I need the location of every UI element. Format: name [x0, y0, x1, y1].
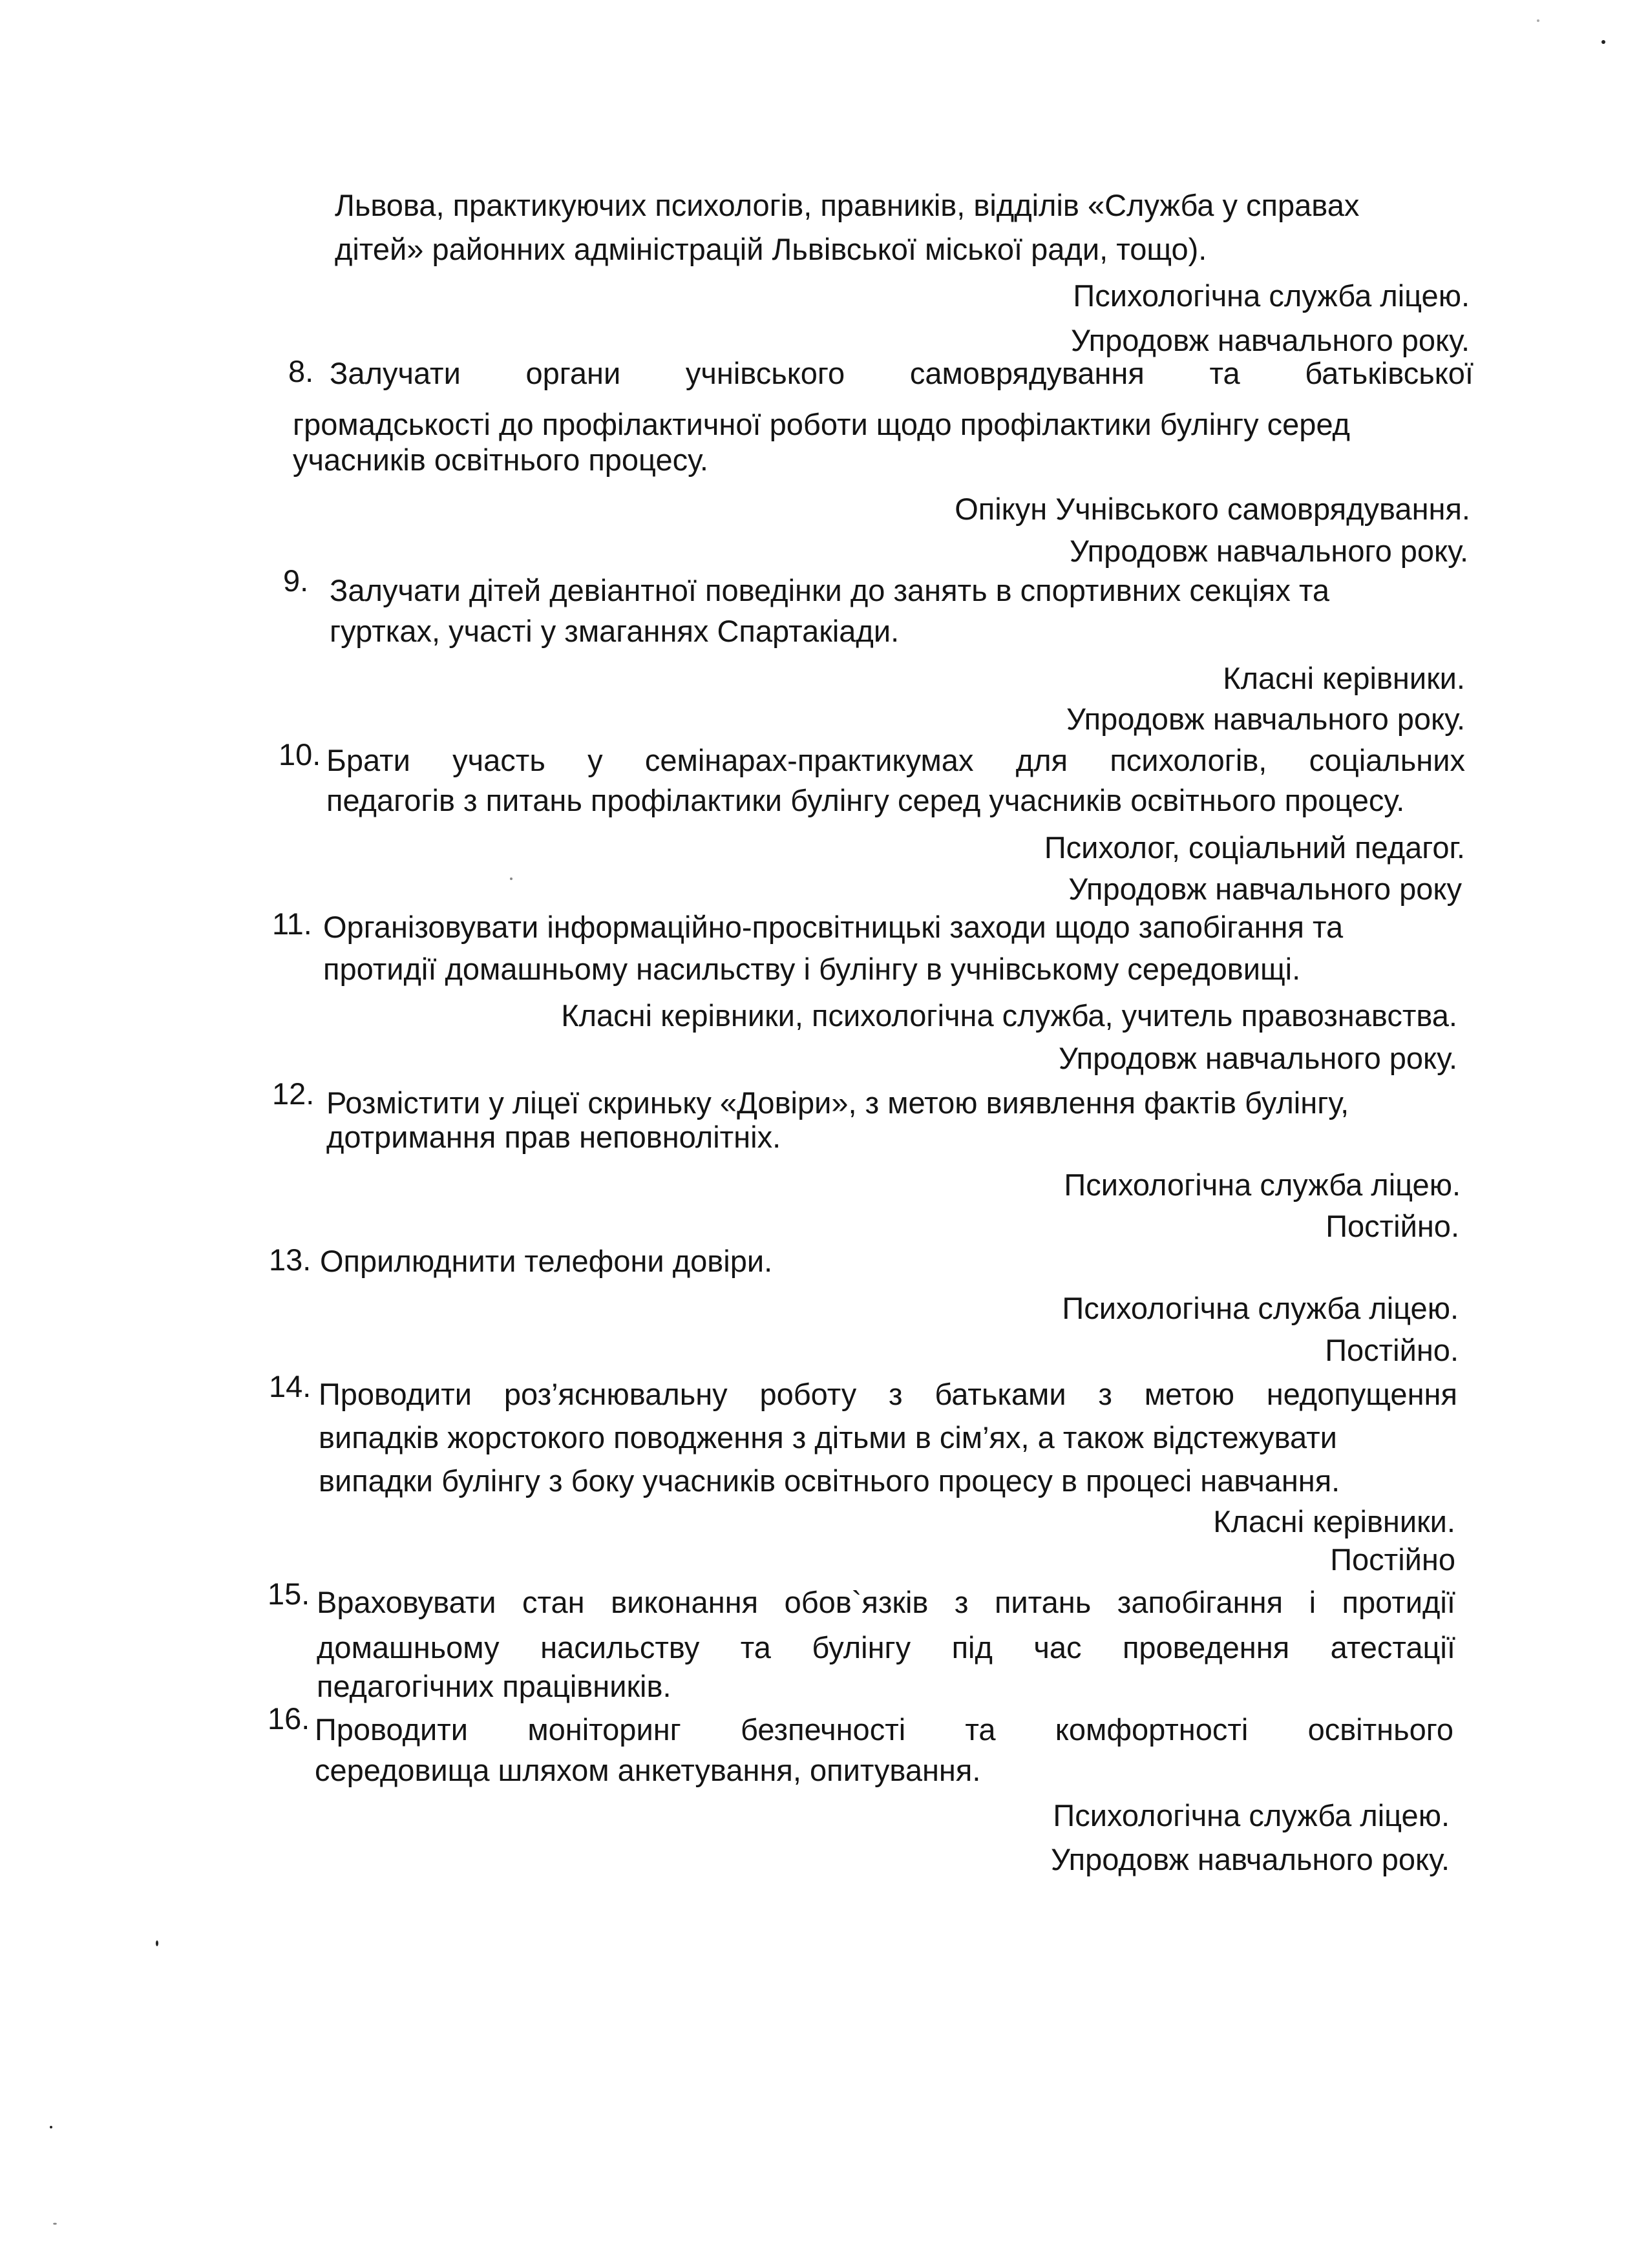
word: органи — [525, 356, 621, 390]
word: самоврядування — [909, 356, 1145, 390]
responsible-label: Психологічна служба ліцею. — [1073, 278, 1470, 313]
word: соціальних — [1309, 743, 1465, 777]
word: безпечності — [741, 1712, 906, 1747]
word: і — [1309, 1585, 1316, 1619]
word: атестації — [1330, 1630, 1455, 1664]
item-line: Розмістити у ліцеї скриньку «Довіри», з метою виявлення фактів булінгу, — [326, 1086, 1349, 1120]
word: насильству — [540, 1630, 700, 1664]
word: з — [954, 1585, 969, 1619]
item-number: 16. — [268, 1701, 310, 1736]
item-line: протидії домашньому насильству і булінгу в учнівському середовищі. — [323, 952, 1301, 986]
term-label: Упродовж навчального року — [1068, 872, 1462, 906]
term-label: Упродовж навчального року. — [1050, 1842, 1450, 1876]
responsible-label: Класні керівники. — [1223, 661, 1465, 695]
item-line — [315, 1710, 1453, 1749]
word: проведення — [1122, 1630, 1290, 1664]
responsible-label: Психологічна служба ліцею. — [1053, 1798, 1450, 1832]
word: протидії — [1342, 1585, 1455, 1619]
word: метою — [1144, 1377, 1234, 1411]
item-line: випадки булінгу з боку учасників освітнього процесу в процесі навчання. — [319, 1464, 1340, 1498]
word: та — [1209, 356, 1240, 390]
item-line — [317, 1583, 1455, 1622]
word: батьківської — [1305, 356, 1474, 390]
scan-speck — [1601, 40, 1605, 44]
word: роз’яснювальну — [503, 1377, 728, 1411]
word: Брати — [326, 743, 410, 777]
responsible-label: Психолог, соціальний педагог. — [1044, 830, 1465, 865]
word: під — [951, 1630, 993, 1664]
item-line — [330, 354, 1474, 393]
item-line: Залучати дітей девіантної поведінки до занять в спортивних секціях та — [330, 573, 1330, 607]
item-line: випадків жорстокого поводження з дітьми в сім’ях, а також відстежувати — [319, 1420, 1337, 1454]
word: з — [889, 1377, 903, 1411]
word: освітнього — [1307, 1712, 1453, 1747]
item-line: середовища шляхом анкетування, опитування. — [315, 1753, 981, 1787]
word: семінарах-практикумах — [644, 743, 974, 777]
item-number: 10. — [279, 737, 321, 772]
responsible-label: Опікун Учнівського самоврядування. — [955, 492, 1470, 526]
item-number: 8. — [288, 354, 314, 388]
item-line: педагогів з питань профілактики булінгу серед учасників освітнього процесу. — [326, 783, 1405, 817]
term-label: Упродовж навчального року. — [1066, 702, 1465, 736]
item-line: дітей» районних адміністрацій Львівської міської ради, тощо). — [335, 232, 1207, 266]
item-number: 15. — [268, 1577, 310, 1611]
item-line: Організовувати інформаційно-просвітницькі заходи щодо запобігання та — [323, 910, 1344, 944]
item-line: громадськості до профілактичної роботи щодо профілактики булінгу серед — [293, 407, 1350, 441]
word: час — [1033, 1630, 1082, 1664]
item-line: Оприлюднити телефони довіри. — [320, 1244, 773, 1278]
term-label: Упродовж навчального року. — [1070, 323, 1470, 357]
item-number: 12. — [272, 1076, 315, 1111]
item-line: Львова, практикуючих психологів, правників, відділів «Служба у справах — [335, 188, 1360, 222]
word: Проводити — [315, 1712, 469, 1747]
item-line — [326, 741, 1465, 780]
word: роботу — [759, 1377, 857, 1411]
item-line: учасників освітнього процесу. — [293, 443, 708, 477]
item-line: дотримання прав неповнолітніх. — [326, 1120, 781, 1154]
word: запобігання — [1117, 1585, 1284, 1619]
scan-speck — [50, 2126, 52, 2128]
term-label: Постійно. — [1326, 1209, 1459, 1243]
word: у — [587, 743, 603, 777]
term-label: Упродовж навчального року. — [1069, 534, 1468, 568]
word: недопущення — [1266, 1377, 1457, 1411]
word: стан — [522, 1585, 585, 1619]
item-number: 11. — [272, 907, 312, 941]
item-line — [319, 1375, 1457, 1414]
word: питань — [994, 1585, 1092, 1619]
word: психологів, — [1110, 743, 1267, 777]
word: обов`язків — [784, 1585, 929, 1619]
item-number: 14. — [269, 1369, 312, 1403]
word: комфортності — [1055, 1712, 1249, 1747]
word: булінгу — [812, 1630, 911, 1664]
word: батьками — [935, 1377, 1066, 1411]
word: учнівського — [685, 356, 845, 390]
responsible-label: Класні керівники. — [1213, 1504, 1455, 1538]
word: Залучати — [330, 356, 461, 390]
item-line: педагогічних працівників. — [317, 1669, 671, 1703]
item-line — [317, 1628, 1455, 1667]
word: для — [1015, 743, 1068, 777]
scan-speck — [1537, 19, 1539, 22]
item-line: гуртках, участі у змаганнях Спартакіади. — [330, 614, 900, 648]
scan-speck — [510, 877, 512, 880]
word: та — [965, 1712, 996, 1747]
item-number: 9. — [283, 563, 309, 598]
word: моніторинг — [527, 1712, 681, 1747]
item-number: 13. — [269, 1243, 312, 1277]
term-label: Упродовж навчального року. — [1058, 1041, 1457, 1075]
word: участь — [452, 743, 545, 777]
scan-speck — [156, 1940, 158, 1946]
word: та — [740, 1630, 771, 1664]
word: з — [1098, 1377, 1112, 1411]
responsible-label: Психологічна служба ліцею. — [1064, 1168, 1461, 1202]
word: Проводити — [319, 1377, 472, 1411]
word: домашньому — [317, 1630, 500, 1664]
responsible-label: Психологічна служба ліцею. — [1062, 1291, 1459, 1325]
term-label: Постійно. — [1325, 1333, 1459, 1367]
word: виконання — [611, 1585, 759, 1619]
term-label: Постійно — [1330, 1542, 1455, 1577]
scan-speck — [53, 2223, 57, 2225]
word: Враховувати — [317, 1585, 496, 1619]
responsible-label: Класні керівники, психологічна служба, учитель правознавства. — [561, 998, 1457, 1033]
